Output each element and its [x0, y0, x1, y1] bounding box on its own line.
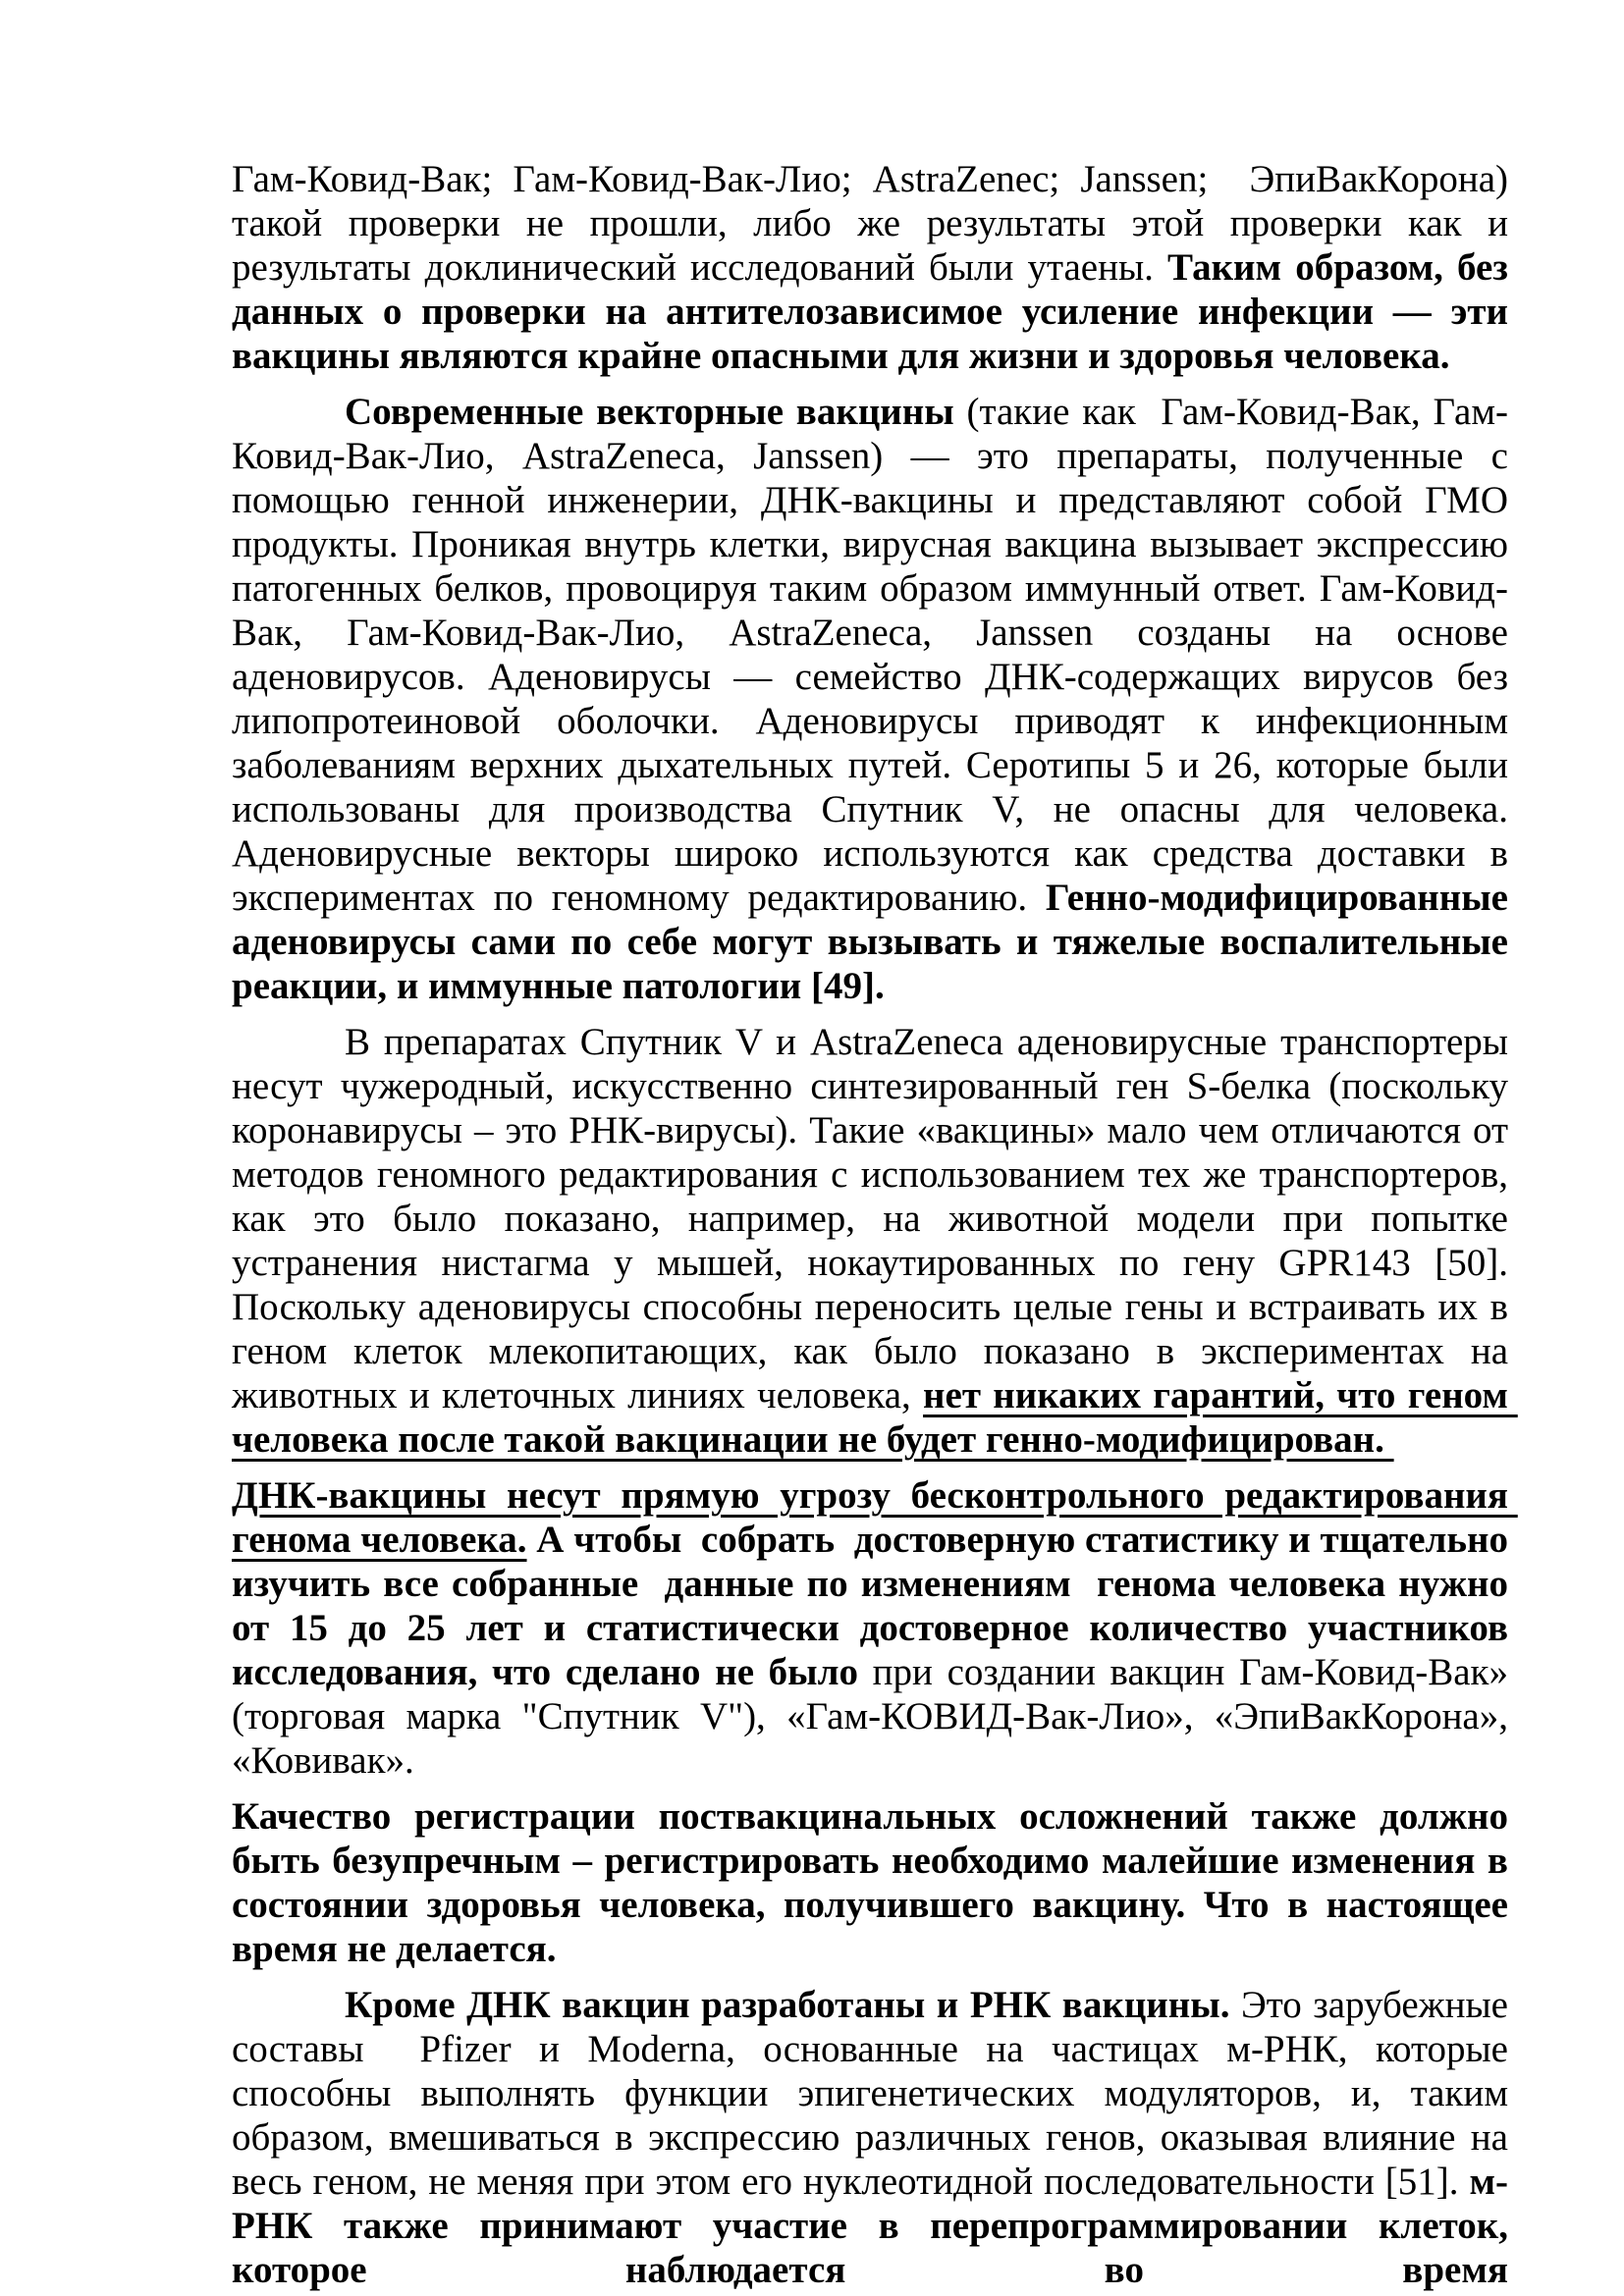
paragraph	[232, 1983, 1518, 2292]
text-run: Гам-Ковид-Вак; Гам-Ковид-Вак-Лио; AstraZenec; Janssen; ЭпиВакКорона) такой проверки не прошли, либо же результаты этой проверки как и результаты доклинический исследований были утаены.	[232, 158, 1518, 289]
text-run: ДНК-вакцины несут прямую угрозу бесконтрольного редактирования генома человека.	[232, 1474, 1518, 1561]
paragraph	[232, 1473, 1518, 1783]
text-run: при создании вакцин Гам-Ковид-Вак» (торговая марка "Спутник V"), «Гам-КОВИД-Вак-Лио», «ЭпиВакКорона», «Ковивак».	[232, 1651, 1518, 1782]
text-run: Таким образом, без данных о проверки на антителозависимое усиление инфекции — эти вакцины являются крайне опасными для жизни и здоровья человека.	[232, 246, 1518, 377]
paragraph	[232, 1020, 1518, 1462]
text-run: А чтобы собрать достоверную статистику и тщательно изучить все собранные данные по изменениям генома человека нужно от 15 до 25 лет и статистически достоверное количество участников исследования, что сделано не было	[232, 1519, 1518, 1693]
paragraph	[232, 390, 1518, 1008]
text-run: Современные векторные вакцины	[345, 391, 954, 433]
text-run: В препаратах Спутник V и AstraZeneca аденовирусные транспортеры несут чужеродный, искусственно синтезированный ген S-белка (поскольку коронавирусы – это РНК-вирусы). Такие «вакцины» мало чем отличаются от методов геномного редактирования с использованием тех же транспортеров, как это было показано, например, на животной модели при попытке устранения нистагма у мышей, нокаутированных по гену GPR143 [50]. Поскольку аденовирусы способны переносить целые гены и встраивать их в геном клеток млекопитающих, как было показано в экспериментах на животных и клеточных линиях человека,	[232, 1021, 1518, 1416]
document-body	[232, 157, 1518, 2292]
text-run: Это зарубежные составы Pfizer и Moderna, основанные на частицах м-РНК, которые способны выполнять функции эпигенетических модуляторов, и, таким образом, вмешиваться в экспрессию различных генов, оказывая влияние на весь геном, не меняя при этом его нуклеотидной последовательности [51].	[232, 1984, 1518, 2203]
text-run: (такие как Гам-Ковид-Вак, Гам-Ковид-Вак-Лио, AstraZeneca, Janssen) — это препараты, полученные с помощью генной инженерии, ДНК-вакцины и представляют собой ГМО продукты. Проникая внутрь клетки, вирусная вакцина вызывает экспрессию патогенных белков, провоцируя таким образом иммунный ответ. Гам-Ковид-Вак, Гам-Ковид-Вак-Лио, AstraZeneca, Janssen созданы на основе аденовирусов. Аденовирусы — семейство ДНК-содержащих вирусов без липопротеиновой оболочки. Аденовирусы приводят к инфекционным заболеваниям верхних дыхательных путей. Серотипы 5 и 26, которые были использованы для производства Спутник V, не опасны для человека. Аденовирусные векторы широко используются как средства доставки в экспериментах по геномному редактированию.	[232, 391, 1518, 919]
text-run: нет никаких гарантий, что геном человека после такой вакцинации не будет генно-модифицирован.	[232, 1374, 1518, 1461]
text-run: Качество регистрации поствакцинальных осложнений также должно быть безупречным – регистрировать необходимо малейшие изменения в состоянии здоровья человека, получившего вакцину. Что в настоящее время не делается.	[232, 1795, 1518, 1970]
paragraph	[232, 1794, 1518, 1971]
text-run: Кроме ДНК вакцин разработаны и РНК вакцины.	[345, 1984, 1230, 2026]
text-run: м-РНК также принимают участие в перепрограммировании клеток, которое наблюдается во время	[232, 2161, 1518, 2291]
text-run: Генно-модифицированные аденовирусы сами по себе могут вызывать и тяжелые воспалительные реакции, и иммунные патологии [49].	[232, 877, 1518, 1007]
paragraph	[232, 157, 1518, 378]
